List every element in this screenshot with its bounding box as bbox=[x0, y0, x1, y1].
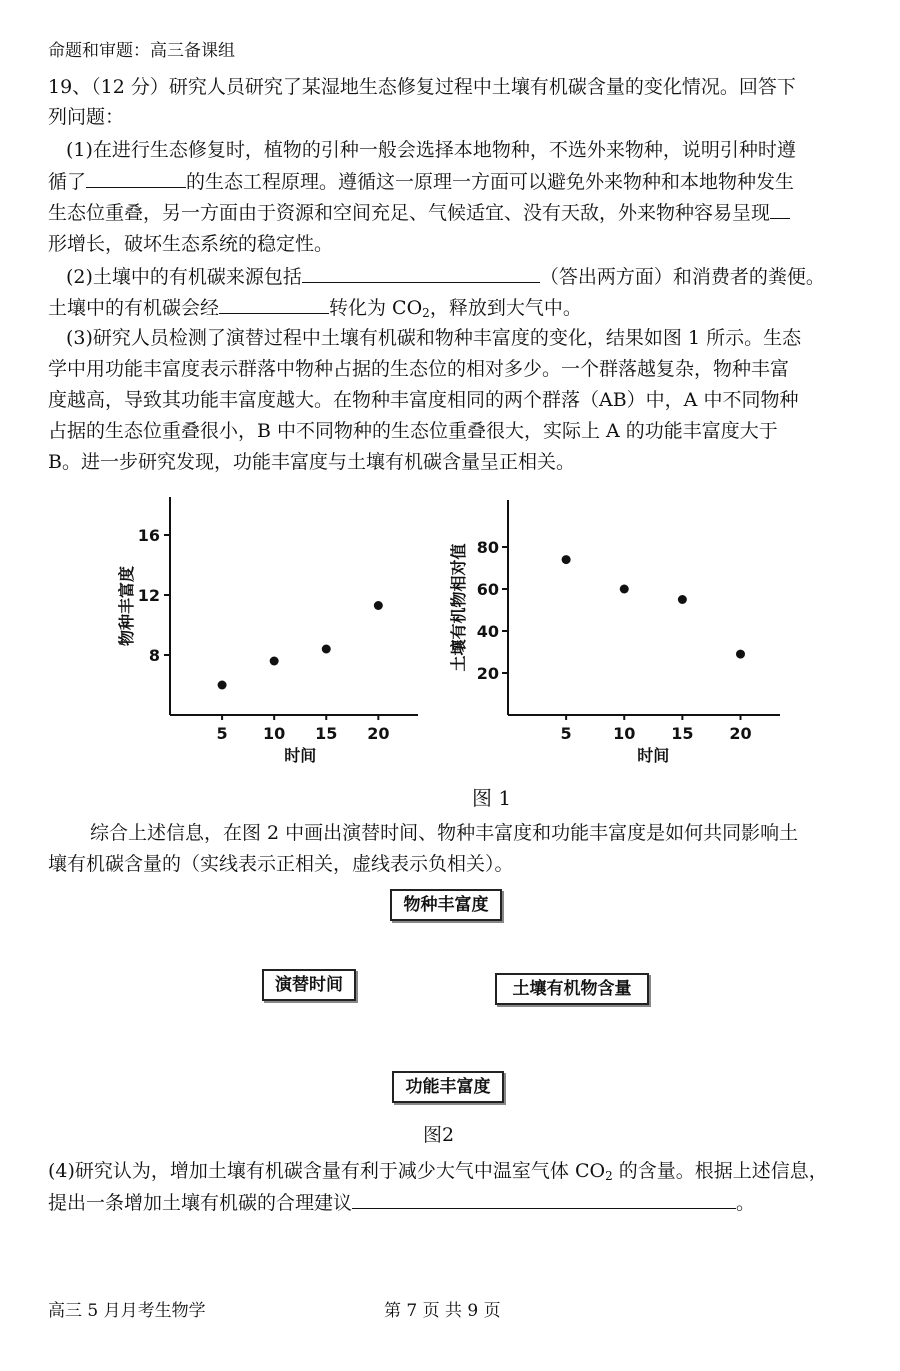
setter-note: 命题和审题：高三备课组 bbox=[48, 41, 235, 61]
x-axis-label: 时间 bbox=[284, 746, 317, 765]
figure-1-caption: 图 1 bbox=[472, 786, 512, 810]
y-tick-label: 12 bbox=[137, 586, 160, 605]
part2-answer-blank-1[interactable] bbox=[302, 262, 540, 283]
part1-line-3 bbox=[48, 198, 790, 228]
question-intro-line-2: 列问题： bbox=[48, 106, 125, 128]
part4-text-b: 的含量。根据上述信息， bbox=[612, 1160, 828, 1182]
x-tick-label: 10 bbox=[613, 724, 636, 743]
part1-line-4: 形增长，破坏生态系统的稳定性。 bbox=[48, 233, 334, 255]
y-tick-label: 40 bbox=[476, 622, 499, 641]
species-richness-box[interactable]: 物种丰富度 bbox=[390, 889, 502, 921]
part1-line-1: (1)在进行生态修复时，植物的引种一般会选择本地物种，不选外来物种，说明引种时遵 bbox=[66, 139, 796, 161]
x-tick-label: 15 bbox=[671, 724, 694, 743]
part1-text-b: 的生态工程原理。遵循这一原理一方面可以避免外来物种和本地物种发生 bbox=[186, 171, 795, 193]
part2-text-b: （答出两方面）和消费者的粪便。 bbox=[539, 266, 825, 288]
part4-text-d: 。 bbox=[736, 1192, 756, 1214]
x-tick-label: 20 bbox=[729, 724, 752, 743]
synthesis-line-2: 壤有机碳含量的（实线表示正相关，虚线表示负相关）。 bbox=[48, 853, 514, 875]
data-point bbox=[218, 681, 227, 690]
part4-answer-blank[interactable] bbox=[352, 1188, 736, 1209]
part3-line-2: 学中用功能丰富度表示群落中物种占据的生态位的相对多少。一个群落越复杂，物种丰富 bbox=[48, 358, 790, 380]
part2-answer-blank-2[interactable] bbox=[219, 293, 329, 314]
co2-subscript-2: 2 bbox=[605, 1169, 613, 1183]
x-axis-label: 时间 bbox=[637, 746, 670, 765]
co2-subscript: 2 bbox=[422, 306, 430, 320]
data-point bbox=[678, 595, 687, 604]
figure-2-caption: 图2 bbox=[423, 1124, 455, 1146]
part3-line-5: B。进一步研究发现，功能丰富度与土壤有机碳含量呈正相关。 bbox=[48, 451, 575, 473]
part2-text-e: ，释放到大气中。 bbox=[429, 297, 582, 319]
functional-richness-box[interactable]: 功能丰富度 bbox=[392, 1071, 504, 1103]
y-tick-label: 60 bbox=[476, 580, 499, 599]
part4-text-c: 提出一条增加土壤有机碳的合理建议 bbox=[48, 1192, 353, 1214]
part3-line-3: 度越高，导致其功能丰富度越大。在物种丰富度相同的两个群落（AB）中，A 中不同物种 bbox=[48, 389, 799, 411]
part1-answer-blank-1[interactable] bbox=[86, 167, 186, 188]
footer-exam-name: 高三 5 月月考生物学 bbox=[48, 1301, 206, 1321]
soil-organic-content-box[interactable]: 土壤有机物含量 bbox=[495, 973, 649, 1005]
data-point bbox=[620, 585, 629, 594]
y-axis-label: 物种丰富度 bbox=[117, 565, 136, 647]
footer-page-number: 第 7 页 共 9 页 bbox=[384, 1301, 501, 1321]
data-point bbox=[374, 601, 383, 610]
synthesis-line-1: 综合上述信息，在图 2 中画出演替时间、物种丰富度和功能丰富度是如何共同影响土 bbox=[90, 822, 799, 844]
x-tick-label: 15 bbox=[315, 724, 338, 743]
part2-text-a: (2)土壤中的有机碳来源包括 bbox=[66, 266, 302, 288]
part4-text-a: (4)研究认为，增加土壤有机碳含量有利于减少大气中温室气体 CO bbox=[48, 1160, 606, 1182]
part4-line-2 bbox=[48, 1188, 755, 1218]
soil-organic-matter-chart bbox=[440, 495, 800, 775]
x-tick-label: 20 bbox=[367, 724, 390, 743]
data-point bbox=[562, 555, 571, 564]
part3-line-4: 占据的生态位重叠很小，B 中不同物种的生态位重叠很大，实际上 A 的功能丰富度大于 bbox=[48, 420, 778, 442]
part3-line-1: (3)研究人员检测了演替过程中土壤有机碳和物种丰富度的变化，结果如图 1 所示。生态 bbox=[66, 327, 802, 349]
data-point bbox=[322, 645, 331, 654]
y-tick-label: 8 bbox=[148, 646, 160, 665]
part1-text-c: 生态位重叠，另一方面由于资源和空间充足、气候适宜、没有天敌，外来物种容易呈现 bbox=[48, 202, 771, 224]
x-tick-label: 10 bbox=[263, 724, 286, 743]
data-point bbox=[736, 650, 745, 659]
part1-text-a: 循了 bbox=[48, 171, 87, 193]
question-intro-line-1: 19、（12 分）研究人员研究了某湿地生态修复过程中土壤有机碳含量的变化情况。回答下 bbox=[48, 76, 796, 98]
succession-time-box[interactable]: 演替时间 bbox=[262, 969, 356, 1001]
y-tick-label: 20 bbox=[476, 664, 499, 683]
part1-answer-blank-2[interactable] bbox=[770, 198, 790, 219]
x-tick-label: 5 bbox=[216, 724, 228, 743]
part2-text-c: 土壤中的有机碳会经 bbox=[48, 297, 220, 319]
part2-line-1 bbox=[66, 262, 825, 292]
part1-line-2 bbox=[48, 167, 794, 197]
y-axis-label: 土壤有机物相对值 bbox=[449, 543, 468, 672]
y-tick-label: 80 bbox=[476, 538, 499, 557]
data-point bbox=[270, 657, 279, 666]
part4-line-1 bbox=[48, 1156, 828, 1191]
y-tick-label: 16 bbox=[137, 526, 160, 545]
species-richness-chart bbox=[100, 495, 420, 775]
x-tick-label: 5 bbox=[560, 724, 572, 743]
part2-text-d: 转化为 CO bbox=[329, 297, 423, 319]
